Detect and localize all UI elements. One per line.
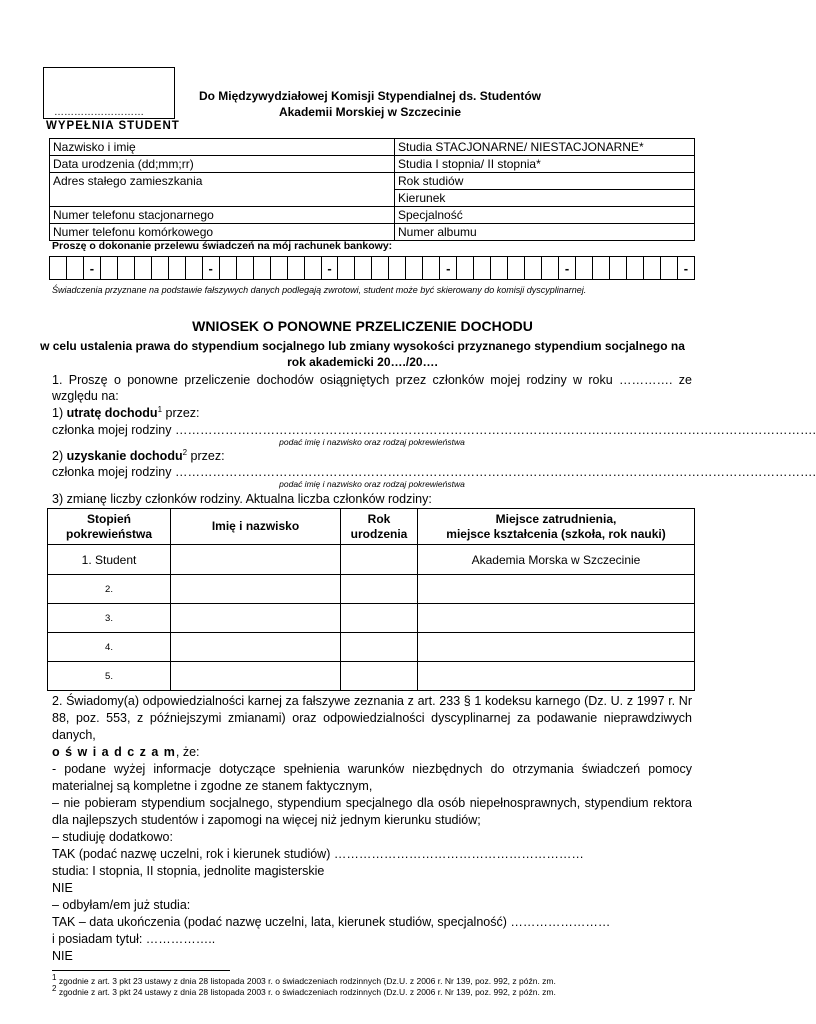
family-member-dots: ………………………………………………………………………………………………………………………………………. [174,423,816,437]
family-member-label: członka mojej rodziny [52,465,172,479]
account-digit-box[interactable] [134,257,151,280]
account-digit-box[interactable] [236,257,253,280]
income-gain-prefix: 2) [52,449,67,463]
member-name-cell[interactable] [171,604,341,633]
member-year-cell[interactable] [341,604,418,633]
income-loss-prefix: 1) [52,406,67,420]
col-birth-year-l1: Rok [367,511,391,526]
account-digit-box[interactable] [626,257,643,280]
family-member-hint-2: podać imię i nazwisko oraz rodzaj pokrewieństwa [279,479,465,489]
account-digit-box[interactable] [151,257,168,280]
account-digit-box[interactable] [304,257,321,280]
personal-row [50,173,695,190]
footnote-ref-2: 2 [182,447,188,457]
member-year-cell[interactable] [341,662,418,691]
account-digit-box[interactable] [576,257,593,280]
income-loss-label: utratę dochodu [66,406,158,420]
declaration-p1: 2. Świadomy(a) odpowiedzialności karnej za fałszywe zeznania z art. 233 § 1 kodeksu karnego (Dz. U. z 1997 r. Nr 88, poz. 553, z późniejszymi zmianami) oraz odpowiedzialności dyscyplinarnej za podawanie nieprawdziwych danych, [52,694,692,742]
account-digit-box[interactable] [508,257,525,280]
declaration-p8: – odbyłam/em już studia: [52,898,191,912]
account-separator: - [202,257,219,280]
member-place-cell[interactable] [418,633,695,662]
option-study-level[interactable]: studia: I stopnia, II stopnia, jednolite magisterskie [52,864,325,878]
filled-by-student-label: WYPEŁNIA STUDENT [46,120,180,132]
footnote-2 [52,984,556,998]
addressee-line-1: Do Międzywydziałowej Komisji Stypendialnej ds. Studentów [198,89,542,103]
members-header-row [48,509,695,545]
account-separator: - [677,257,694,280]
member-num-cell: 4. [48,633,171,662]
account-digit-box[interactable] [168,257,185,280]
family-members-table [47,508,695,691]
personal-field-right[interactable]: Numer albumu [395,224,695,241]
col-workplace [418,509,695,545]
subtitle-line-2: rok akademicki 20…./20…. [287,355,438,369]
account-digit-box[interactable] [338,257,355,280]
member-name-cell[interactable] [171,633,341,662]
col-birth-year-l2: urodzenia [350,526,408,541]
col-name [171,509,341,545]
account-separator: - [83,257,100,280]
personal-field-right[interactable]: Studia STACJONARNE/ NIESTACJONARNE* [395,139,695,156]
point-3-text: 3) zmianę liczby członków rodziny. Aktualna liczba członków rodziny: [52,492,432,506]
subtitle-line-1: w celu ustalenia prawa do stypendium socjalnego lub zmiany wysokości przyznanego stypendium socjalnego na [40,339,685,353]
col-birth-year [341,509,418,545]
declaration-p4: – studiuję dodatkowo: [52,830,173,844]
footnote-1-text: zgodnie z art. 3 pkt 23 ustawy z dnia 28 listopada 2003 r. o świadczeniach rodzinnych (Dz.U. z 2006 r. Nr 139, poz. 992, z późn. zm. [56,976,556,986]
account-digit-box[interactable] [219,257,236,280]
account-digit-box[interactable] [50,257,67,280]
footnote-divider [52,970,230,971]
account-digit-box[interactable] [287,257,304,280]
family-member-line-1[interactable] [52,422,816,438]
account-digit-box[interactable] [66,257,83,280]
footnote-1 [52,973,556,987]
account-separator: - [559,257,576,280]
declaration-oswiadczam: o ś w i a d c z a m [52,745,176,759]
member-year-cell[interactable] [341,575,418,604]
personal-field-left[interactable]: Adres stałego zamieszkania [50,173,395,207]
col-relationship [48,509,171,545]
account-digit-box[interactable] [423,257,440,280]
income-loss-suffix: przez: [162,406,200,420]
income-loss-line [52,405,200,421]
account-digit-box[interactable] [525,257,542,280]
family-member-dots: ………………………………………………………………………………………………………………………………………. [174,465,816,479]
declaration-section [52,693,692,965]
false-data-warning: Świadczenia przyznane na podstawie fałszywych danych podlegają zwrotowi, student może być skierowany do komisji dyscyplinarnej. [52,285,587,295]
member-num-cell: 3. [48,604,171,633]
member-row [48,604,695,633]
member-num-cell: 5. [48,662,171,691]
member-year-cell[interactable] [341,633,418,662]
personal-field-left[interactable]: Data urodzenia (dd;mm;rr) [50,156,395,173]
member-row [48,545,695,575]
member-place-cell[interactable] [418,575,695,604]
account-separator: - [440,257,457,280]
footnotes [52,973,556,998]
account-digit-box[interactable] [355,257,372,280]
personal-row [50,139,695,156]
degree-title-line[interactable]: i posiadam tytuł: …………….. [52,932,216,946]
account-digit-box[interactable] [185,257,202,280]
form-subtitle [40,338,685,370]
account-digit-box[interactable] [270,257,287,280]
option-study-yes[interactable]: TAK (podać nazwę uczelni, rok i kierunek studiów) …………………………………………………… [52,847,584,861]
family-member-line-2[interactable] [52,464,816,480]
point-1-text: 1. Proszę o ponowne przeliczenie dochodów osiągniętych przez członków mojej rodziny w roku …………. ze względu na: [52,373,692,403]
family-member-label: członka mojej rodziny [52,423,172,437]
account-digit-box[interactable] [609,257,626,280]
footnote-1-num: 1 [52,973,57,983]
form-title: WNIOSEK O PONOWNE PRZELICZENIE DOCHODU [192,318,533,334]
declaration-p3: – nie pobieram stypendium socjalnego, stypendium specjalnego dla osób niepełnosprawnych, stypendium rektora dla najlepszych studentów i zapomogi na więcej niż jednym kierunku studiów; [52,796,692,827]
option-completed-no[interactable]: NIE [52,949,73,963]
col-name-l1: Imię i nazwisko [211,519,300,533]
footnote-2-num: 2 [52,984,57,994]
personal-data-table [49,138,695,241]
account-digit-box[interactable] [389,257,406,280]
account-digit-box[interactable] [253,257,270,280]
income-gain-line [52,448,225,464]
option-study-no[interactable]: NIE [52,881,73,895]
addressee-header [175,88,565,120]
col-relationship-l1: Stopień [87,511,131,526]
account-digit-box[interactable] [406,257,423,280]
member-row [48,633,695,662]
personal-field-right[interactable]: Rok studiów [395,173,695,190]
addressee-line-2: Akademii Morskiej w Szczecinie [278,105,462,119]
member-place-cell[interactable]: Akademia Morska w Szczecinie [418,545,695,575]
member-num-cell: 1. Student [48,545,171,575]
personal-field-right[interactable]: Studia I stopnia/ II stopnia* [395,156,695,173]
account-digit-box[interactable] [117,257,134,280]
account-digit-box[interactable] [474,257,491,280]
personal-row [50,156,695,173]
member-place-cell[interactable] [418,604,695,633]
personal-field-right[interactable]: Kierunek [395,190,695,207]
col-workplace-l2: miejsce kształcenia (szkoła, rok nauki) [446,526,666,541]
member-name-cell[interactable] [171,662,341,691]
col-workplace-l1: Miejsce zatrudnienia, [495,511,617,526]
member-name-cell[interactable] [171,545,341,575]
footnote-2-text: zgodnie z art. 3 pkt 24 ustawy z dnia 28 listopada 2003 r. o świadczeniach rodzinnych (Dz.U. z 2006 r. Nr 139, poz. 992, z późn. zm. [56,987,556,997]
account-digit-box[interactable] [593,257,610,280]
member-place-cell[interactable] [418,662,695,691]
personal-field-right[interactable]: Specjalność [395,207,695,224]
personal-field-left[interactable]: Numer telefonu stacjonarnego [50,207,395,224]
account-digit-box[interactable] [100,257,117,280]
declaration-intro [52,693,692,761]
account-digit-box[interactable] [491,257,508,280]
account-separator: - [321,257,338,280]
personal-row [50,224,695,241]
stamp-dots: ……………………… [54,107,144,118]
bank-account-boxes[interactable] [49,256,695,280]
member-num-cell: 2. [48,575,171,604]
member-name-cell[interactable] [171,575,341,604]
bank-transfer-request: Proszę o dokonanie przelewu świadczeń na mój rachunek bankowy: [52,240,393,252]
footnote-ref-1: 1 [157,404,163,414]
account-digit-box[interactable] [457,257,474,280]
account-digit-box[interactable] [542,257,559,280]
declaration-suffix: , że: [175,745,200,759]
account-digit-box[interactable] [372,257,389,280]
member-row [48,662,695,691]
personal-field-left[interactable]: Nazwisko i imię [50,139,395,156]
account-digit-box[interactable] [660,257,677,280]
personal-row [50,207,695,224]
option-completed-yes[interactable]: TAK – data ukończenia (podać nazwę uczelni, lata, kierunek studiów, specjalność) …………………… [52,915,611,929]
member-row [48,575,695,604]
personal-field-left[interactable]: Numer telefonu komórkowego [50,224,395,241]
family-member-hint-1: podać imię i nazwisko oraz rodzaj pokrewieństwa [279,437,465,447]
income-gain-suffix: przez: [187,449,225,463]
declaration-p2: - podane wyżej informacje dotyczące spełnienia warunków niezbędnych do otrzymania świadczeń pomocy materialnej są kompletne i zgodne ze stanem faktycznym, [52,762,692,793]
account-digit-box[interactable] [643,257,660,280]
income-gain-label: uzyskanie dochodu [66,449,183,463]
col-relationship-l2: pokrewieństwa [65,526,153,541]
member-year-cell[interactable] [341,545,418,575]
